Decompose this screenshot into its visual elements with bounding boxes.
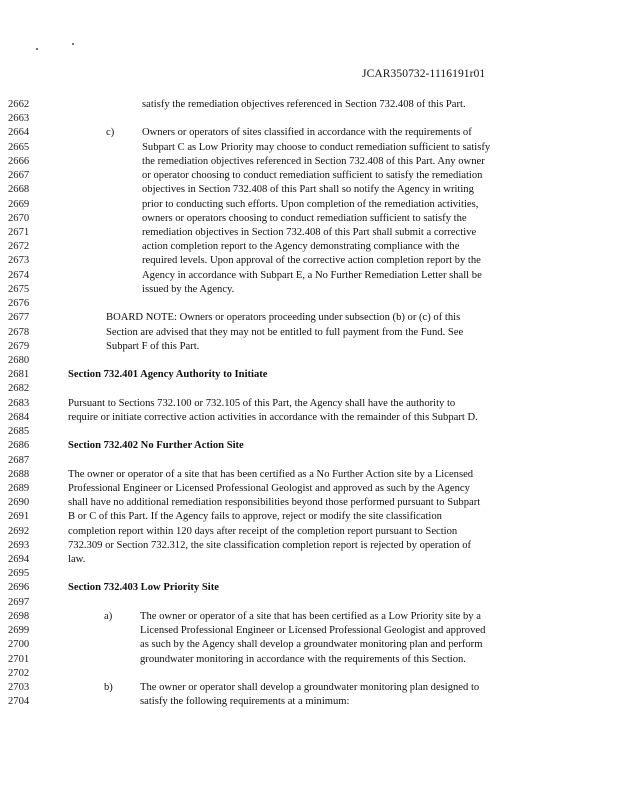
document-line	[0, 681, 618, 695]
document-line	[0, 624, 618, 638]
document-line	[0, 482, 618, 496]
line-text: Subpart F of this Part.	[106, 340, 200, 352]
line-number: 2687	[8, 454, 30, 466]
document-line	[0, 311, 618, 325]
line-text: Pursuant to Sections 732.100 or 732.105 of this Part, the Agency shall have the authority to	[68, 397, 456, 409]
line-text: The owner or operator shall develop a groundwater monitoring plan designed to	[140, 682, 480, 694]
document-line	[0, 183, 618, 197]
line-text: prior to conducting such efforts. Upon completion of the remediation activities,	[142, 198, 479, 210]
line-text: the remediation objectives referenced in Section 732.408 of this Part. Any owner	[142, 155, 485, 167]
line-text: satisfy the following requirements at a minimum:	[140, 696, 350, 708]
line-number: 2667	[8, 170, 30, 182]
document-line	[0, 397, 618, 411]
document-line	[0, 581, 618, 595]
line-number: 2675	[8, 283, 30, 295]
line-number: 2673	[8, 255, 30, 267]
document-line	[0, 653, 618, 667]
line-number: 2689	[8, 482, 30, 494]
document-line	[0, 382, 618, 396]
line-text: action completion report to the Agency demonstrating compliance with the	[142, 241, 460, 253]
document-line	[0, 354, 618, 368]
line-number: 2701	[8, 653, 30, 665]
document-line	[0, 667, 618, 681]
scan-speck	[72, 43, 74, 45]
line-text: Section are advised that they may not be entitled to full payment from the Fund. See	[106, 326, 464, 338]
line-number: 2662	[8, 99, 30, 110]
document-line	[0, 297, 618, 311]
line-number: 2696	[8, 582, 30, 594]
subsection-label: c)	[106, 127, 115, 139]
line-number: 2666	[8, 155, 30, 167]
line-text: law.	[68, 554, 86, 566]
line-text: The owner or operator of a site that has been certified as a No Further Action site by a Licensed	[68, 468, 474, 480]
line-number: 2692	[8, 525, 30, 537]
line-text: Licensed Professional Engineer or Licensed Professional Geologist and approved	[140, 625, 486, 637]
document-line	[0, 340, 618, 354]
line-number: 2694	[8, 554, 30, 566]
line-number: 2681	[8, 369, 30, 381]
document-line	[0, 141, 618, 155]
line-text: required levels. Upon approval of the corrective action completion report by the	[142, 255, 481, 267]
line-text: B or C of this Part. If the Agency fails to approve, reject or modify the site classification	[68, 511, 442, 523]
line-number: 2702	[8, 667, 30, 679]
line-number: 2697	[8, 596, 30, 608]
line-text: satisfy the remediation objectives referenced in Section 732.408 of this Part.	[142, 99, 466, 110]
line-text: require or initiate corrective action activities in accordance with the remainder of this Subpart D.	[68, 411, 478, 423]
line-text: Subpart C as Low Priority may choose to conduct remediation sufficient to satisfy	[142, 141, 491, 153]
document-line	[0, 510, 618, 524]
line-number: 2683	[8, 397, 30, 409]
document-line	[0, 425, 618, 439]
line-number: 2672	[8, 241, 30, 253]
document-line	[0, 169, 618, 183]
line-number: 2690	[8, 497, 30, 509]
document-line	[0, 240, 618, 254]
document-line	[0, 126, 618, 140]
section-heading: Section 732.402 No Further Action Site	[68, 440, 244, 452]
document-line	[0, 468, 618, 482]
document-line	[0, 98, 618, 112]
section-heading: Section 732.403 Low Priority Site	[68, 582, 219, 594]
line-text: Agency in accordance with Subpart E, a No Further Remediation Letter shall be	[142, 269, 482, 281]
document-line	[0, 226, 618, 240]
line-number: 2680	[8, 354, 30, 366]
line-number: 2682	[8, 383, 30, 395]
line-text: or operator choosing to conduct remediation sufficient to satisfy the remediation	[142, 170, 483, 182]
document-line	[0, 439, 618, 453]
document-line	[0, 269, 618, 283]
line-number: 2668	[8, 184, 30, 196]
line-text: Professional Engineer or Licensed Professional Geologist and approved as such by the Agency	[68, 482, 470, 494]
line-number: 2678	[8, 326, 30, 338]
line-number: 2686	[8, 440, 30, 452]
document-line	[0, 326, 618, 340]
line-number: 2677	[8, 312, 30, 324]
line-number: 2663	[8, 113, 30, 125]
line-number: 2670	[8, 212, 30, 224]
line-number: 2693	[8, 539, 30, 551]
subsection-label: a)	[104, 610, 113, 622]
line-text: objectives in Section 732.408 of this Part shall so notify the Agency in writing	[142, 184, 474, 196]
line-number: 2698	[8, 610, 30, 622]
document-line	[0, 610, 618, 624]
document-line	[0, 695, 618, 709]
line-number: 2669	[8, 198, 30, 210]
document-line	[0, 567, 618, 581]
line-number: 2691	[8, 511, 30, 523]
document-line	[0, 638, 618, 652]
document-line	[0, 254, 618, 268]
document-line	[0, 411, 618, 425]
line-number: 2695	[8, 568, 30, 580]
document-line	[0, 283, 618, 297]
document-line	[0, 496, 618, 510]
line-number: 2664	[8, 127, 30, 139]
line-number: 2685	[8, 426, 30, 438]
line-number: 2665	[8, 141, 30, 153]
line-number: 2679	[8, 340, 30, 352]
document-line	[0, 212, 618, 226]
document-line	[0, 112, 618, 126]
line-text: remediation objectives in Section 732.408 of this Part shall submit a corrective	[142, 226, 477, 238]
document-line	[0, 368, 618, 382]
line-number: 2704	[8, 696, 30, 708]
line-text: groundwater monitoring in accordance with the requirements of this Section.	[140, 653, 466, 665]
line-text: The owner or operator of a site that has been certified as a Low Priority site by a	[140, 610, 481, 622]
document-line	[0, 198, 618, 212]
line-text: Owners or operators of sites classified in accordance with the requirements of	[142, 127, 472, 139]
scan-speck	[36, 48, 38, 50]
document-line	[0, 454, 618, 468]
line-text: completion report within 120 days after receipt of the completion report pursuant to Section	[68, 525, 458, 537]
document-line	[0, 553, 618, 567]
document-line	[0, 525, 618, 539]
line-text: owners or operators choosing to conduct remediation sufficient to satisfy the	[142, 212, 467, 224]
line-number: 2699	[8, 625, 30, 637]
line-number: 2684	[8, 411, 30, 423]
line-text: shall have no additional remediation responsibilities beyond those performed pursuant to Subpart	[68, 497, 481, 509]
line-number: 2703	[8, 682, 30, 694]
subsection-label: b)	[104, 682, 113, 694]
line-text: 732.309 or Section 732.312, the site classification completion report is rejected by operation of	[68, 539, 472, 551]
line-number: 2674	[8, 269, 30, 281]
line-number: 2671	[8, 226, 30, 238]
document-line	[0, 539, 618, 553]
line-text: as such by the Agency shall develop a groundwater monitoring plan and perform	[140, 639, 483, 651]
section-heading: Section 732.401 Agency Authority to Initiate	[68, 369, 268, 381]
document-line	[0, 155, 618, 169]
document-line	[0, 596, 618, 610]
document-header-id: JCAR350732-1116191r01	[362, 68, 486, 80]
line-number: 2676	[8, 298, 30, 310]
line-number: 2700	[8, 639, 30, 651]
line-text: BOARD NOTE: Owners or operators proceeding under subsection (b) or (c) of this	[106, 312, 461, 324]
line-number: 2688	[8, 468, 30, 480]
line-text: issued by the Agency.	[142, 283, 235, 295]
